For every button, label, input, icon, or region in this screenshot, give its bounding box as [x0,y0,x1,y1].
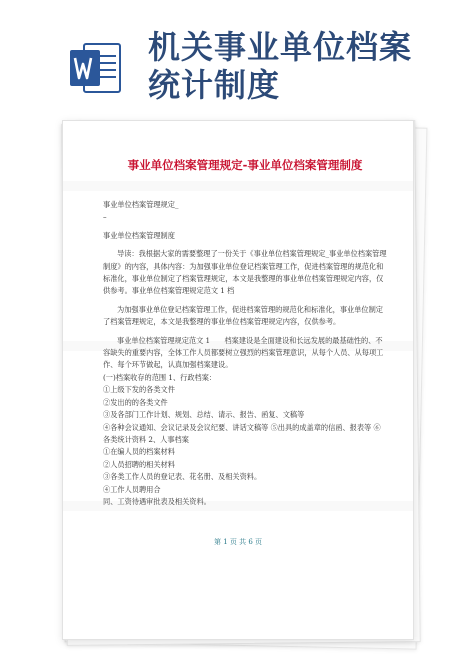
list-item: 同、工资待遇审批表及相关资料。 [103,496,211,506]
list-item: ①上级下发的各类文件 [103,385,175,395]
list-item: (一)档案收存的范围 1、行政档案： [103,372,217,382]
document-heading [148,28,458,104]
watermark-stripe [63,501,413,511]
heading-line-2: 统计制度 [148,66,281,104]
list-item: ②人员招聘的相关材料 [103,459,175,469]
word-icon [70,40,122,96]
document-body [103,199,387,508]
list-item: ①在编人员的档案材料 [103,447,175,457]
paragraph: 事业单位档案管理规定范文 1 档案建设是全面建设和长远发展的最基础性的、不容缺失的重要内容，全体工作人员都要树立强烈的档案管理意识，从每个人员、从每项工作、每个环节做起，认真加强档案建设。 [103,335,384,370]
watermark-stripe [63,181,413,191]
list-item: ③各类工作人员的登记表、花名册、及相关资料。 [103,472,262,482]
list-item: ③及各部门工作计划、规划、总结、请示、报告、函复、文稿等 [103,410,305,420]
paragraph: – [103,212,107,222]
list-item: ②发出的的各类文件 [103,397,168,407]
header-banner [0,0,474,118]
document-page [62,120,414,640]
paragraph: 为加强事业单位登记档案管理工作，促进档案管理的规范化和标准化，事业单位制定了档案管理规定，本文是我整理的事业单位档案管理规定内容，仅供参考。 [103,304,383,327]
heading-line-1: 机关事业单位档案 [148,28,413,66]
watermark-stripe [63,341,413,351]
paragraph: 事业单位档案管理制度 [103,230,175,240]
paragraph: 导读：我根据大家的需要整理了一份关于《事业单位档案管理规定_事业单位档案管理制度》的内容，具体内容：为加强事业单位登记档案管理工作，促进档案管理的规范化和标准化，事业单位制定了档案管理规定，本文是我整理的事业单位档案管理规定内容，仅供参考。事业单位档案管理规定范文 1 档 [103,249,387,296]
paragraph: 事业单位档案管理规定_ [103,200,179,209]
page-number: 第 1 页 共 6 页 [213,538,263,546]
list-item: ④工作人员聘用合 [103,484,161,494]
page-title: 事业单位档案管理规定-事业单位档案管理制度 [127,158,363,172]
list-item: ④各种会议通知、会议记录及会议纪要、讲话文稿等 ⑤出具的成盖章的信函、报表等 ⑥各类统计资料 2、人事档案 [103,422,381,444]
